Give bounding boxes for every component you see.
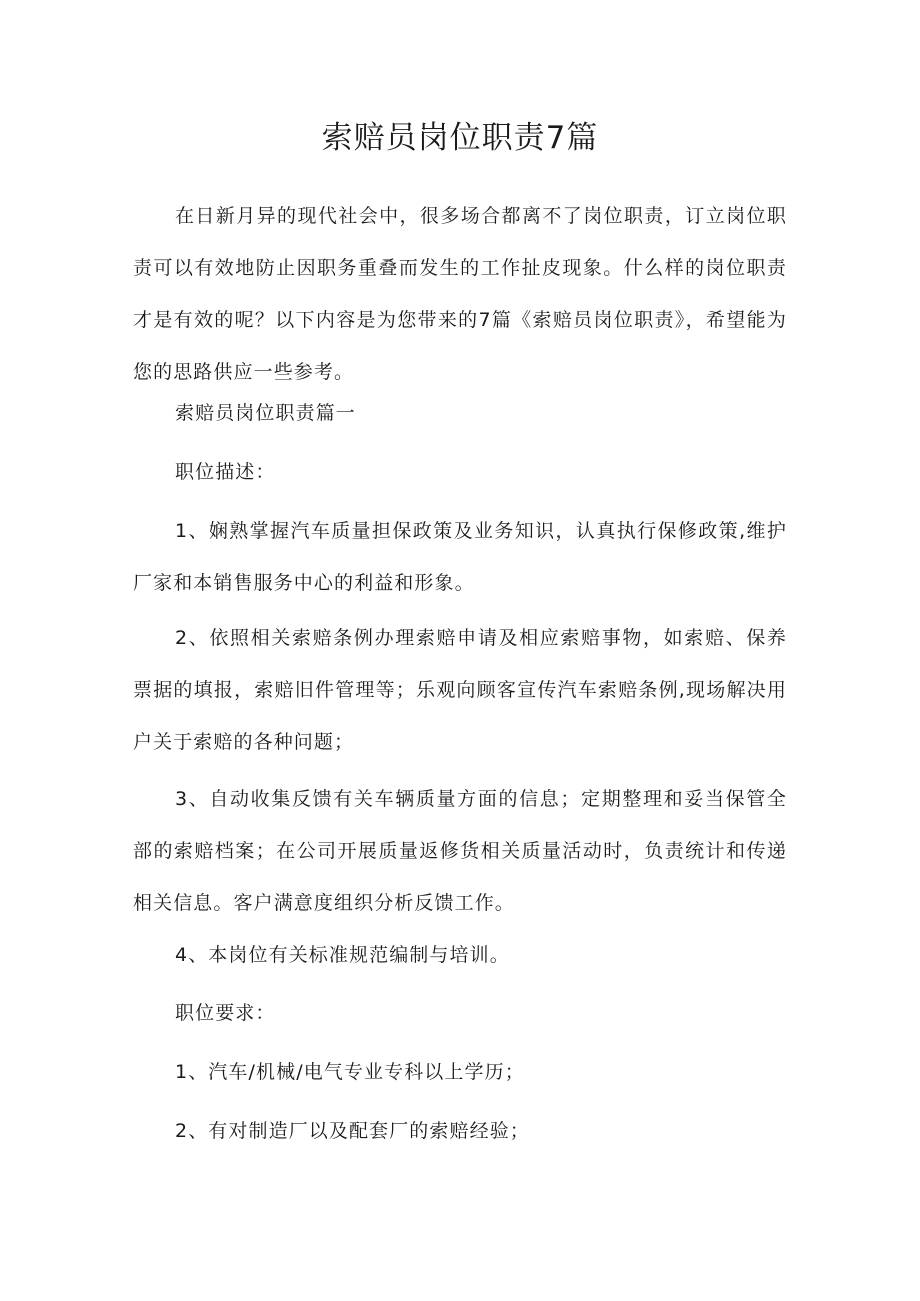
duty-item-3: 3、自动收集反馈有关车辆质量方面的信息；定期整理和妥当保管全部的索赔档案；在公司开展质量返修货相关质量活动时，负责统计和传递相关信息。客户满意度组织分析反馈工作。 [133, 788, 787, 914]
description-heading: 职位描述： [175, 461, 276, 483]
duty-item-4: 4、本岗位有关标准规范编制与培训。 [175, 944, 510, 966]
requirements-heading: 职位要求： [175, 1002, 276, 1024]
requirement-item-1: 1、汽车/机械/电气专业专科以上学历； [175, 1061, 525, 1083]
duty-item-2: 2、依照相关索赔条例办理索赔申请及相应索赔事物，如索赔、保养票据的填报，索赔旧件管理等；乐观向顾客宣传汽车索赔条例,现场解决用户关于索赔的各种问题； [133, 627, 787, 753]
document-title: 索赔员岗位职责7篇 [321, 120, 599, 156]
requirement-item-2: 2、有对制造厂以及配套厂的索赔经验； [175, 1120, 530, 1142]
section-heading: 索赔员岗位职责篇一 [175, 402, 356, 424]
intro-paragraph: 在日新月异的现代社会中，很多场合都离不了岗位职责，订立岗位职责可以有效地防止因职务重叠而发生的工作扯皮现象。什么样的岗位职责才是有效的呢？以下内容是为您带来的7篇《索赔员岗位职责》，希望能为您的思路供应一些参考。 [133, 205, 787, 383]
duty-item-1: 1、娴熟掌握汽车质量担保政策及业务知识，认真执行保修政策,维护厂家和本销售服务中心的利益和形象。 [133, 520, 787, 594]
